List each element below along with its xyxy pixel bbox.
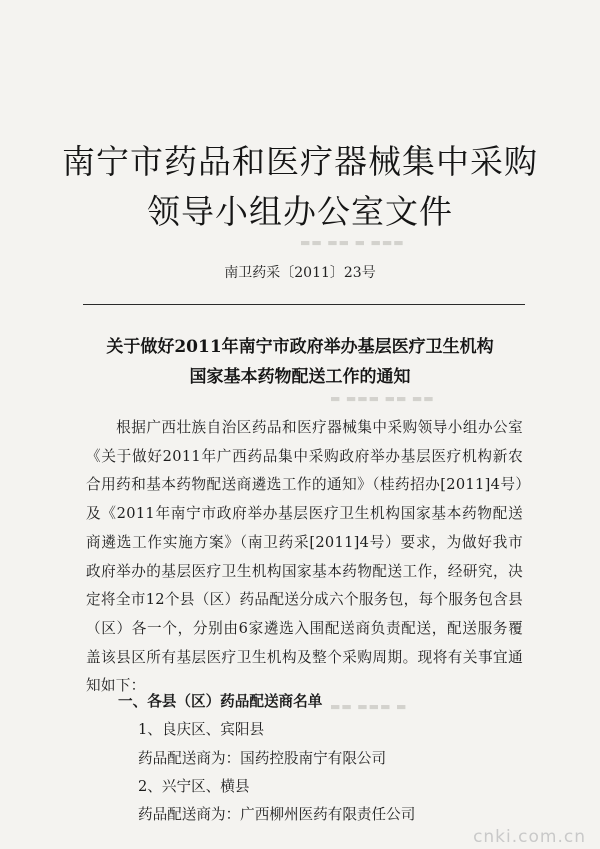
list-item-distributor: 药品配送商为：广西柳州医药有限责任公司	[138, 806, 416, 823]
section-heading: 一、各县（区）药品配送商名单	[118, 693, 323, 710]
notice-body-text: 根据广西壮族自治区药品和医疗器械集中采购领导小组办公室《关于做好2011年广西药品集中采购政府举办基层医疗机构新农合用药和基本药物配送商遴选工作的通知》（桂药招办[2011]4号）及《2011年南宁市政府举办基层医疗卫生机构国家基本药物配送商遴选工作实施方案》（南卫药采[2011]4号）要求，为做好我市政府举办的基层医疗卫生机构国家基本药物配送工作，经研究，决定将全市12个县（区）药品配送分成六个服务包，每个服务包含县（区）各一个，分别由6家遴选入围配送商负责配送，配送服务覆盖该县区所有基层医疗卫生机构及整个采购周期。现将有关事宜通知如下：	[86, 419, 523, 695]
show-through-marks: ▬▬ ▬▬▬ ▬	[330, 700, 408, 713]
document-number: 南卫药采〔2011〕23号	[224, 265, 376, 281]
header-divider	[83, 304, 525, 305]
list-item-county-group: 2、兴宁区、横县	[138, 778, 250, 795]
show-through-marks: ▬▬ ▬▬ ▬ ▬▬▬	[300, 236, 405, 249]
site-watermark: cnki.com.cn	[473, 827, 586, 847]
show-through-marks: ▬ ▬▬▬ ▬▬ ▬▬	[330, 392, 435, 405]
notice-title-line-1: 关于做好2011年南宁市政府举办基层医疗卫生机构	[106, 337, 494, 357]
notice-body-paragraph	[86, 414, 523, 701]
header-title-line-2: 领导小组办公室文件	[147, 192, 453, 231]
header-title-line-1: 南宁市药品和医疗器械集中采购	[62, 142, 538, 181]
list-item-county-group: 1、良庆区、宾阳县	[138, 721, 265, 738]
notice-title-line-2: 国家基本药物配送工作的通知	[189, 367, 411, 387]
list-item-distributor: 药品配送商为：国药控股南宁有限公司	[138, 750, 387, 767]
